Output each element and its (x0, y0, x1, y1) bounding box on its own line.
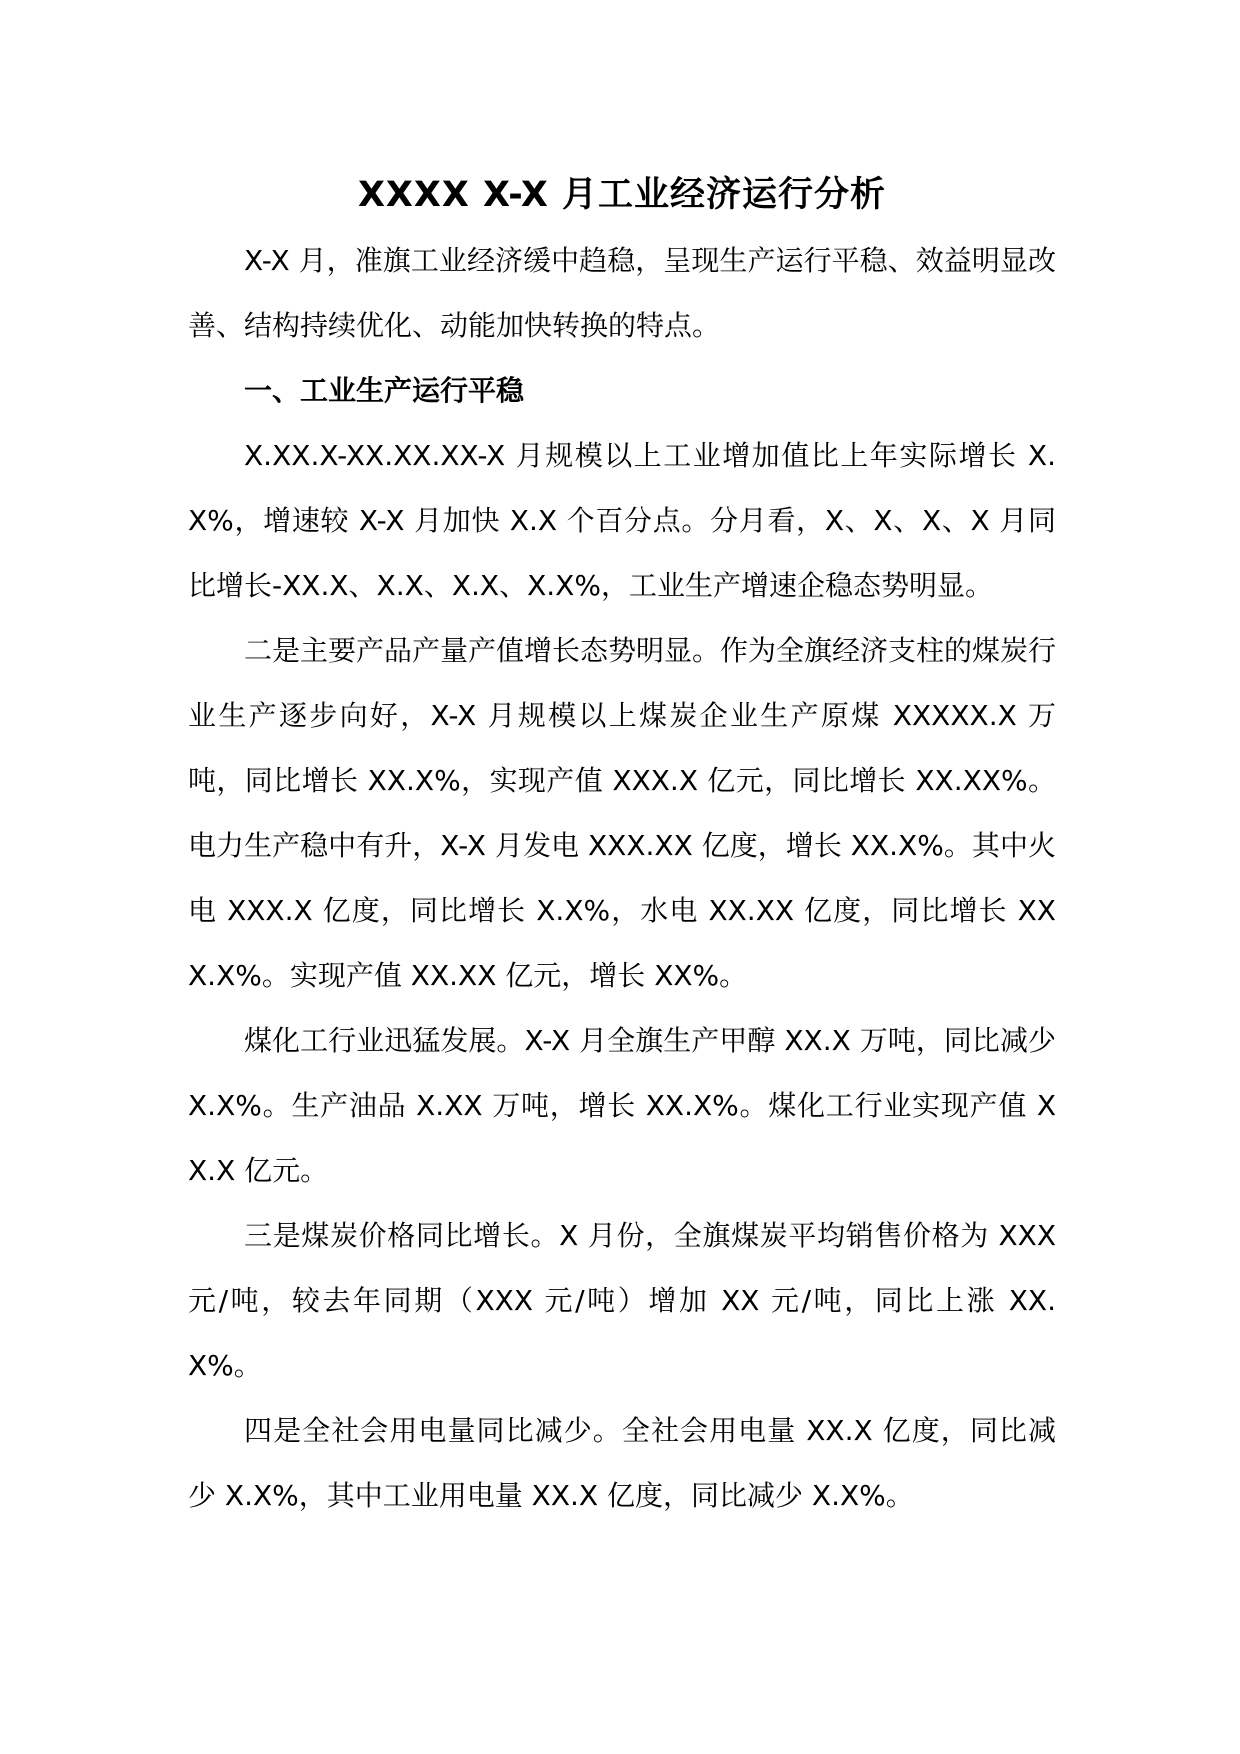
paragraph-coal-chemical: 煤化工行业迅猛发展。X-X 月全旗生产甲醇 XX.X 万吨，同比减少 X.X%。生产油品 X.XX 万吨，增长 XX.X%。煤化工行业实现产值 XX.X 亿元。 (188, 1024, 1056, 1187)
paragraph-industrial-growth: X.XX.X-XX.XX.XX-X 月规模以上工业增加值比上年实际增长 X.X%，增速较 X-X 月加快 X.X 个百分点。分月看，X、X、X、X 月同比增长-XX.X、X.X、X.X、X.X%，工业生产增速企稳态势明显。 (188, 439, 1056, 602)
paragraph-product-output: 二是主要产品产量产值增长态势明显。作为全旗经济支柱的煤炭行业生产逐步向好，X-X 月规模以上煤炭企业生产原煤 XXXXX.X 万吨，同比增长 XX.X%，实现产值 XXX.X 亿元，同比增长 XX.XX%。电力生产稳中有升，X-X 月发电 XXX.XX 亿度，增长 XX.X%。其中火电 XXX.X 亿度，同比增长 X.X%，水电 XX.XX 亿度，同比增长 XXX.X%。实现产值 XX.XX 亿元，增长 XX%。 (188, 634, 1057, 992)
paragraph-coal-price: 三是煤炭价格同比增长。X 月份，全旗煤炭平均销售价格为 XXX 元/吨，较去年同期（XXX 元/吨）增加 XX 元/吨，同比上涨 XX.X%。 (188, 1219, 1056, 1382)
paragraph-intro: X-X 月，准旗工业经济缓中趋稳，呈现生产运行平稳、效益明显改善、结构持续优化、动能加快转换的特点。 (188, 244, 1056, 342)
paragraph-electricity-use: 四是全社会用电量同比减少。全社会用电量 XX.X 亿度，同比减少 X.X%，其中工业用电量 XX.X 亿度，同比减少 X.X%。 (188, 1414, 1056, 1512)
document-title: XXXX X-X 月工业经济运行分析 (357, 175, 887, 215)
document-page (188, 170, 1056, 1528)
section-heading-1: 一、工业生产运行平稳 (244, 374, 525, 407)
